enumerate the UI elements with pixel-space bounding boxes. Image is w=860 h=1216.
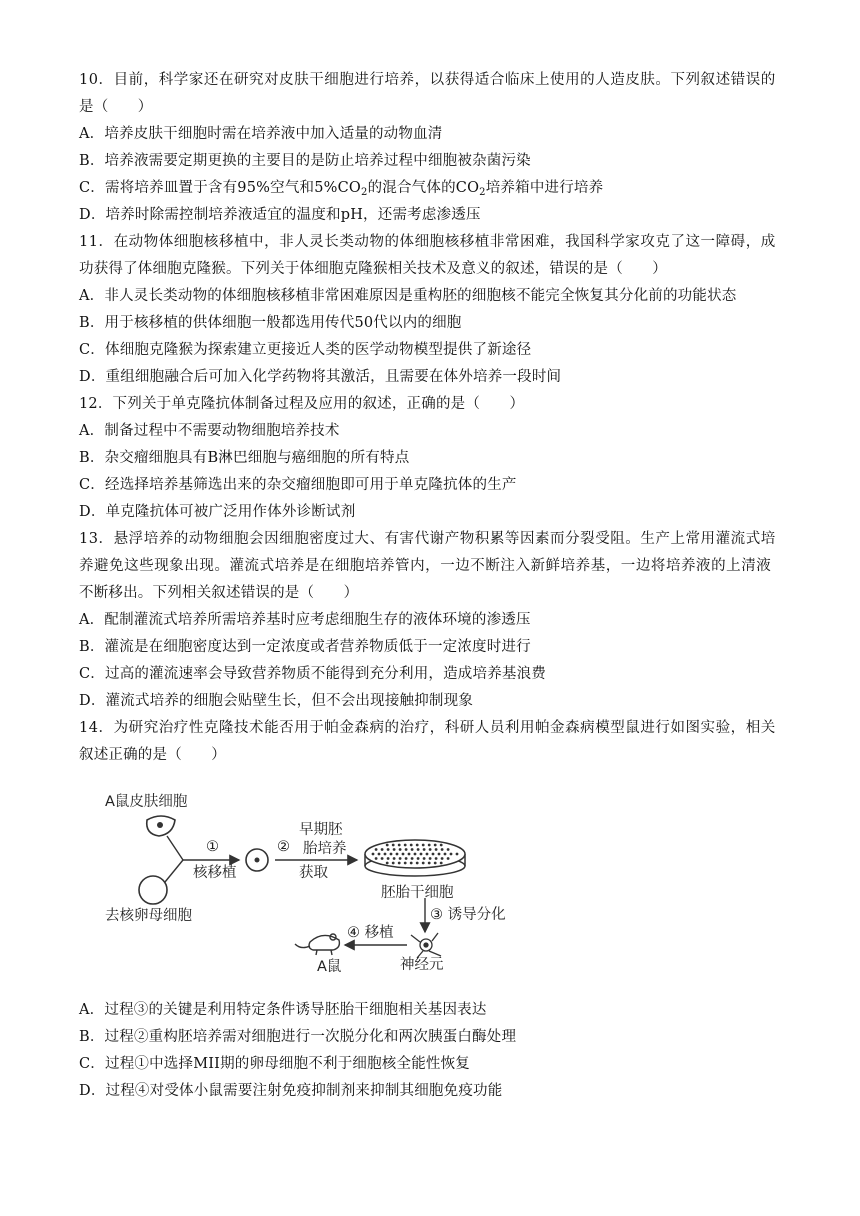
step-2-label-line-1: 早期胚 (299, 822, 343, 838)
q11-option-c: C．体细胞克隆猴为探索建立更接近人类的医学动物模型提供了新途径 (79, 342, 532, 358)
q14-option-a: A．过程③的关键是利用特定条件诱导胚胎干细胞相关基因表达 (79, 1002, 487, 1018)
cell-dot (410, 862, 413, 865)
cell-dot (447, 857, 450, 860)
q10-option-c-post: 培养箱中进行培养 (485, 180, 604, 196)
es-cells-label: 胚胎干细胞 (381, 885, 454, 901)
q14-stem-line-2: 叙述正确的是（ ） (79, 747, 226, 763)
cell-dot (378, 853, 381, 856)
q11-option-d: D．重组细胞融合后可加入化学药物将其激活，且需要在体外培养一段时间 (79, 369, 562, 385)
cell-dot (411, 848, 414, 851)
cell-dot (387, 848, 390, 851)
q10-stem-line-1: 10．目前，科学家还在研究对皮肤干细胞进行培养，以获得适合临床上使用的人造皮肤。下列叙述错误的 (79, 72, 776, 88)
q12-option-b: B．杂交瘤细胞具有B淋巴细胞与癌细胞的所有特点 (79, 450, 410, 466)
neuron-icon (411, 933, 441, 958)
cell-dot (422, 862, 425, 865)
egg-to-merge-line (165, 860, 183, 882)
cell-dot (392, 862, 395, 865)
cell-dot (404, 862, 407, 865)
cell-dot (396, 853, 399, 856)
cell-dot (398, 844, 401, 847)
q10-option-d: D．培养时除需控制培养液适宜的温度和pH，还需考虑渗透压 (79, 207, 481, 223)
cell-dot (435, 848, 438, 851)
q12-option-c: C．经选择培养基筛选出来的杂交瘤细胞即可用于单克隆抗体的生产 (79, 477, 517, 493)
q11-option-b: B．用于核移植的供体细胞一般都选用传代50代以内的细胞 (79, 315, 462, 331)
cell-dot (429, 857, 432, 860)
cell-dot (441, 857, 444, 860)
step-2-label-line-2: 胎培养 (303, 841, 347, 857)
q10-option-b: B．培养液需要定期更换的主要目的是防止培养过程中细胞被杂菌污染 (79, 153, 531, 169)
cell-dot (440, 862, 443, 865)
q12-option-d: D．单克隆抗体可被广泛用作体外诊断试剂 (79, 504, 356, 520)
cell-dot (408, 853, 411, 856)
cell-dot (390, 853, 393, 856)
cell-dot (392, 844, 395, 847)
egg-cell-label: 去核卵母细胞 (105, 908, 192, 924)
cell-dot (405, 848, 408, 851)
q10-option-c-pre: C．需将培养皿置于含有95%空气和5%CO (79, 180, 362, 196)
skin-to-merge-line (167, 836, 183, 860)
skin-cell-icon (147, 816, 175, 836)
cell-dot (381, 857, 384, 860)
cell-dot (416, 862, 419, 865)
q13-option-b: B．灌流是在细胞密度达到一定浓度或者营养物质低于一定浓度时进行 (79, 639, 531, 655)
cell-dot (450, 853, 453, 856)
cell-dot (434, 844, 437, 847)
q10-option-c-sub2: 2 (479, 187, 486, 198)
cell-dot (393, 857, 396, 860)
step-1-number: ① (206, 839, 219, 855)
q11-stem-line-1: 11．在动物体细胞核移植中，非人灵长类动物的体细胞核移植非常困难，我国科学家攻克了这一障碍，成 (79, 234, 776, 250)
cell-dot (432, 853, 435, 856)
step-1-label: 核移植 (193, 865, 237, 881)
q13-option-d: D．灌流式培养的细胞会贴壁生长，但不会出现接触抑制现象 (79, 693, 474, 709)
neuron-label: 神经元 (400, 957, 444, 973)
q14-option-c: C．过程①中选择MII期的卵母细胞不利于细胞核全能性恢复 (79, 1056, 470, 1072)
cell-dot (429, 848, 432, 851)
q10-option-c-sub1: 2 (361, 187, 368, 198)
q13-stem-line-3: 不断移出。下列相关叙述错误的是（ ） (79, 585, 359, 601)
cell-dot (416, 844, 419, 847)
step-4-label: ④ 移植 (347, 925, 394, 941)
cell-dot (405, 857, 408, 860)
q11-stem-line-2: 功获得了体细胞克隆猴。下列关于体细胞克隆猴相关技术及意义的叙述，错误的是（ ） (79, 261, 667, 277)
cell-dot (398, 862, 401, 865)
q14-option-b: B．过程②重构胚培养需对细胞进行一次脱分化和两次胰蛋白酶处理 (79, 1029, 517, 1045)
petri-dish-icon (365, 840, 465, 876)
cell-dot (399, 848, 402, 851)
cell-dot (428, 862, 431, 865)
cell-dot (372, 853, 375, 856)
q14-option-d: D．过程④对受体小鼠需要注射免疫抑制剂来抑制其细胞免疫功能 (79, 1083, 503, 1099)
cell-dot (411, 857, 414, 860)
cloning-diagram-graphics (95, 790, 535, 980)
cell-dot (440, 844, 443, 847)
cell-dot (420, 853, 423, 856)
cell-dot (381, 848, 384, 851)
cell-dot (423, 848, 426, 851)
q13-option-a: A．配制灌流式培养所需培养基时应考虑细胞生存的液体环境的渗透压 (79, 612, 531, 628)
cell-dot (417, 848, 420, 851)
q13-stem-line-2: 养避免这些现象出现。灌流式培养是在细胞培养管内，一边不断注入新鲜培养基，一边将培养液的上清液 (79, 558, 772, 574)
cell-dot (423, 857, 426, 860)
cell-dot (441, 848, 444, 851)
q13-option-c: C．过高的灌流速率会导致营养物质不能得到充分利用，造成培养基浪费 (79, 666, 546, 682)
cell-dot (428, 844, 431, 847)
q11-option-a: A．非人灵长类动物的体细胞核移植非常困难原因是重构胚的细胞核不能完全恢复其分化前的功能状态 (79, 288, 737, 304)
cell-dot (410, 844, 413, 847)
cell-dot (435, 857, 438, 860)
egg-cell-icon (139, 876, 167, 904)
q10-option-a: A．培养皮肤干细胞时需在培养液中加入适量的动物血清 (79, 126, 443, 142)
cell-dot (414, 853, 417, 856)
cell-dot (434, 862, 437, 865)
cell-dot (417, 857, 420, 860)
q12-stem-line-1: 12．下列关于单克隆抗体制备过程及应用的叙述，正确的是（ ） (79, 396, 525, 412)
step-2-number: ② (277, 839, 290, 855)
cell-dot (384, 853, 387, 856)
cell-dot (375, 857, 378, 860)
cell-dot (444, 853, 447, 856)
cloning-diagram (95, 790, 535, 980)
q10-stem-line-2: 是（ ） (79, 99, 153, 115)
cell-dot (386, 862, 389, 865)
skin-cell-label: A鼠皮肤细胞 (105, 794, 188, 810)
cell-dot (456, 853, 459, 856)
cell-dot (387, 857, 390, 860)
cell-dot (438, 853, 441, 856)
reconstructed-embryo-icon (246, 849, 268, 871)
cell-dot (375, 848, 378, 851)
step-3-label: ③ 诱导分化 (430, 907, 506, 923)
cell-dot (399, 857, 402, 860)
cell-dot (386, 844, 389, 847)
mouse-label: A鼠 (317, 959, 342, 975)
cell-dot (404, 844, 407, 847)
mouse-icon (295, 934, 339, 955)
q13-stem-line-1: 13．悬浮培养的动物细胞会因细胞密度过大、有害代谢产物积累等因素而分裂受阻。生产上常用灌流式培 (79, 531, 776, 547)
cell-dot (402, 853, 405, 856)
q14-stem-line-1: 14．为研究治疗性克隆技术能否用于帕金森病的治疗，科研人员利用帕金森病模型鼠进行如图实验，相关 (79, 720, 776, 736)
cell-dot (393, 848, 396, 851)
cell-dot (447, 848, 450, 851)
step-2-bottom-label: 获取 (299, 865, 328, 881)
cell-dot (422, 844, 425, 847)
q12-option-a: A．制备过程中不需要动物细胞培养技术 (79, 423, 340, 439)
q10-option-c (79, 178, 779, 198)
q10-option-c-mid: 的混合气体的CO (367, 180, 480, 196)
cell-dot (426, 853, 429, 856)
